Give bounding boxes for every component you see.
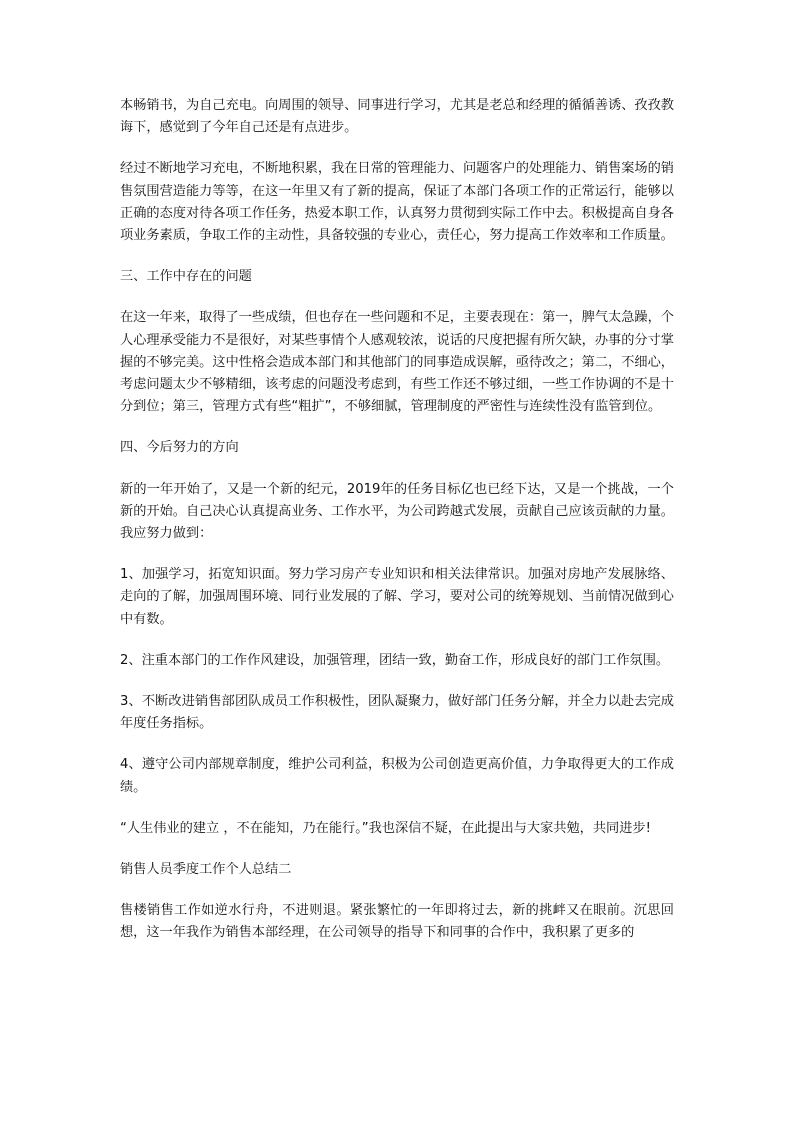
- list-item-1: 1、加强学习，拓宽知识面。努力学习房产专业知识和相关法律常识。加强对房地产发展脉络、走向的了解，加强周围环境、同行业发展的了解、学习，要对公司的统筹规划、当前情况做到心中有数。: [120, 567, 674, 627]
- section-heading-summary-two: 销售人员季度工作个人总结二: [120, 862, 292, 878]
- list-item-3: 3、不断改进销售部团队成员工作积极性，团队凝聚力，做好部门任务分解，并全力以赴去完成年度任务指标。: [120, 694, 674, 732]
- paragraph-summary-two-intro: 售楼销售工作如逆水行舟，不进则退。紧张繁忙的一年即将过去，新的挑衅又在眼前。沉思回想，这一年我作为销售本部经理，在公司领导的指导下和同事的合作中，我积累了更多的: [120, 903, 674, 941]
- document-body: [120, 95, 674, 964]
- paragraph-quote: “人生伟业的建立 ，不在能知，乃在能行。”我也深信不疑，在此提出与大家共勉，共同进步!: [120, 820, 651, 836]
- section-heading-problems: 三、工作中存在的问题: [120, 269, 252, 285]
- paragraph-self-study: 本畅销书，为自己充电。向周围的领导、同事进行学习，尤其是老总和经理的循循善诱、孜孜教诲下，感觉到了今年自己还是有点进步。: [120, 98, 674, 136]
- paragraph-improvement: 经过不断地学习充电，不断地积累，我在日常的管理能力、问题客户的处理能力、销售案场的销售氛围营造能力等等，在这一年里又有了新的提高，保证了本部门各项工作的正常运行，能够以正确的态度对待各项工作任务，热爱本职工作，认真努力贯彻到实际工作中去。积极提高自身各项业务素质，争取工作的主动性，具备较强的专业心，责任心，努力提高工作效率和工作质量。: [120, 161, 674, 244]
- list-item-2: 2、注重本部门的工作作风建设，加强管理，团结一致，勤奋工作，形成良好的部门工作氛围。: [120, 652, 670, 668]
- section-heading-direction: 四、今后努力的方向: [120, 440, 239, 456]
- paragraph-new-year: 新的一年开始了，又是一个新的纪元，2019年的任务目标亿也已经下达，又是一个挑战，一个新的开始。自己决心认真提高业务、工作水平，为公司跨越式发展，贡献自己应该贡献的力量。我应努力做到：: [120, 481, 674, 542]
- paragraph-problems: 在这一年来，取得了一些成绩，但也存在一些问题和不足，主要表现在：第一，脾气太急躁，个人心理承受能力不是很好，对某些事情个人感观较浓，说话的尺度把握有所欠缺，办事的分寸掌握的不够完美。这中性格会造成本部门和其他部门的同事造成误解，亟待改之；第二，不细心，考虑问题太少不够精细，该考虑的问题没考虑到，有些工作还不够过细，一些工作协调的不是十分到位；第三，管理方式有些“粗扩”，不够细腻，管理制度的严密性与连续性没有监管到位。: [120, 310, 674, 415]
- list-item-4: 4、遵守公司内部规章制度，维护公司利益，积极为公司创造更高价值，力争取得更大的工作成绩。: [120, 757, 674, 795]
